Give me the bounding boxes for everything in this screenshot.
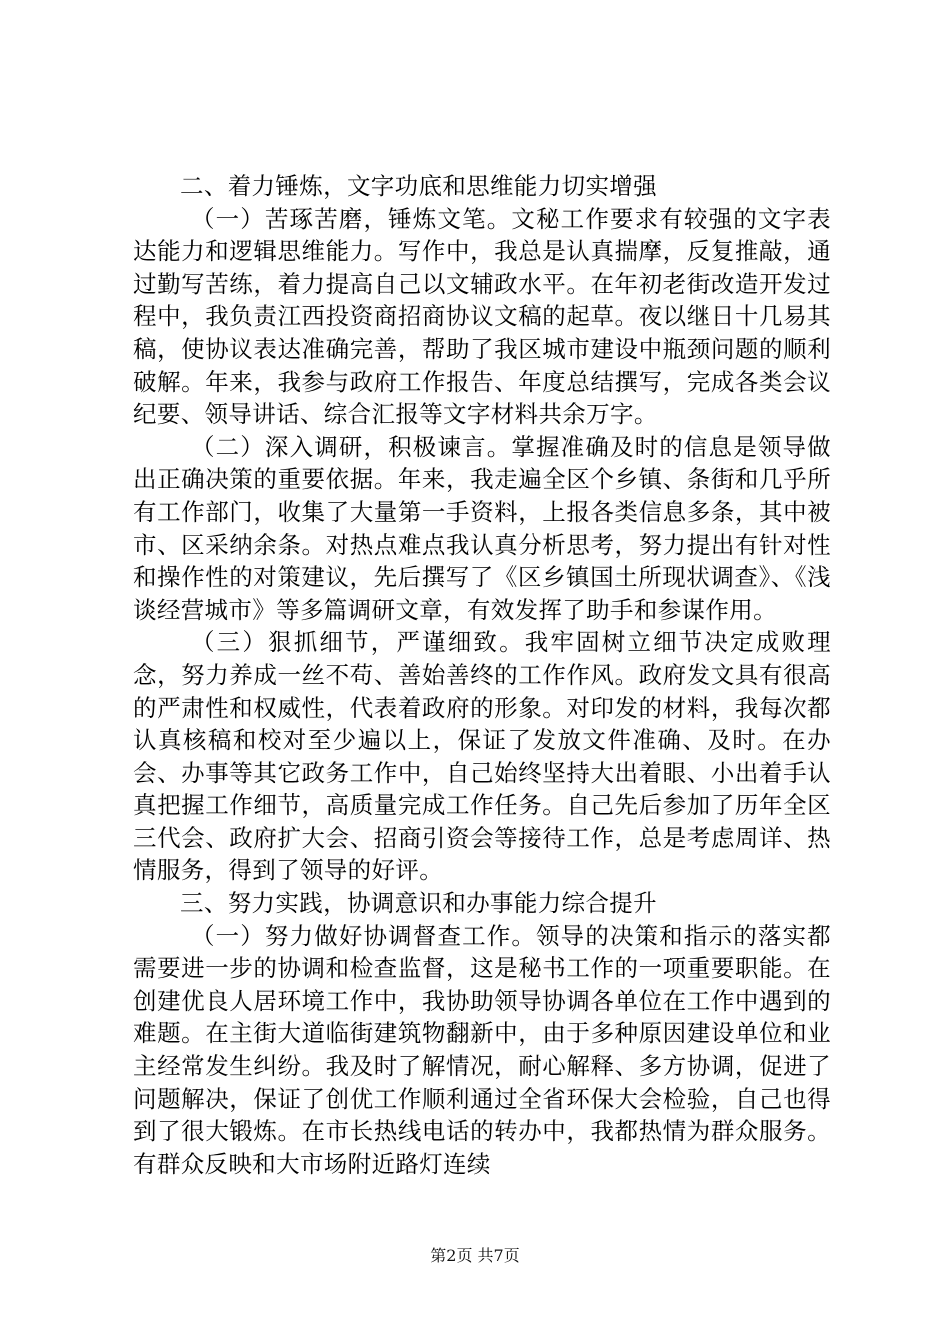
paragraph-2-1: （一）苦琢苦磨，锤炼文笔。文秘工作要求有较强的文字表达能力和逻辑思维能力。写作中，我总是认真揣摩，反复推敲，通过勤写苦练，着力提高自己以文辅政水平。在年初老街改造开发过程中，我负责江西投资商招商协议文稿的起草。夜以继日十几易其稿，使协议表达准确完善，帮助了我区城市建设中瓶颈问题的顺利破解。年来，我参与政府工作报告、年度总结撰写，完成各类会议纪要、领导讲话、综合汇报等文字材料共余万字。	[133, 204, 831, 429]
document-body	[133, 170, 831, 1180]
section-heading-3: 三、努力实践，协调意识和办事能力综合提升	[180, 889, 657, 918]
paragraph-2-3: （三）狠抓细节，严谨细致。我牢固树立细节决定成败理念，努力养成一丝不苟、善始善终的工作作风。政府发文具有很高的严肃性和权威性，代表着政府的形象。对印发的材料，我每次都认真核稿和校对至少遍以上，保证了发放文件准确、及时。在办会、办事等其它政务工作中，自己始终坚持大出着眼、小出着手认真把握工作细节，高质量完成工作任务。自己先后参加了历年全区三代会、政府扩大会、招商引资会等接待工作，总是考虑周详、热情服务，得到了领导的好评。	[133, 628, 831, 885]
section-heading-2: 二、着力锤炼，文字功底和思维能力切实增强	[180, 172, 657, 200]
paragraph-3-1: （一）努力做好协调督查工作。领导的决策和指示的落实都需要进一步的协调和检查监督，这是秘书工作的一项重要职能。在创建优良人居环境工作中，我协助领导协调各单位在工作中遇到的难题。在主街大道临街建筑物翻新中，由于多种原因建设单位和业主经常发生纠纷。我及时了解情况，耐心解释、多方协调，促进了问题解决，保证了创优工作顺利通过全省环保大会检验，自己也得到了很大锻炼。在市长热线电话的转办中，我都热情为群众服务。有群众反映和大市场附近路灯连续	[133, 921, 831, 1178]
page-footer: 第2页 共7页	[430, 1246, 520, 1265]
paragraph-2-2: （二）深入调研，积极谏言。掌握准确及时的信息是领导做出正确决策的重要依据。年来，我走遍全区个乡镇、条街和几乎所有工作部门，收集了大量第一手资料，上报各类信息多条，其中被市、区采纳余条。对热点难点我认真分析思考，努力提出有针对性和操作性的对策建议，先后撰写了《区乡镇国土所现状调查》、《浅谈经营城市》等多篇调研文章，有效发挥了助手和参谋作用。	[133, 432, 831, 624]
